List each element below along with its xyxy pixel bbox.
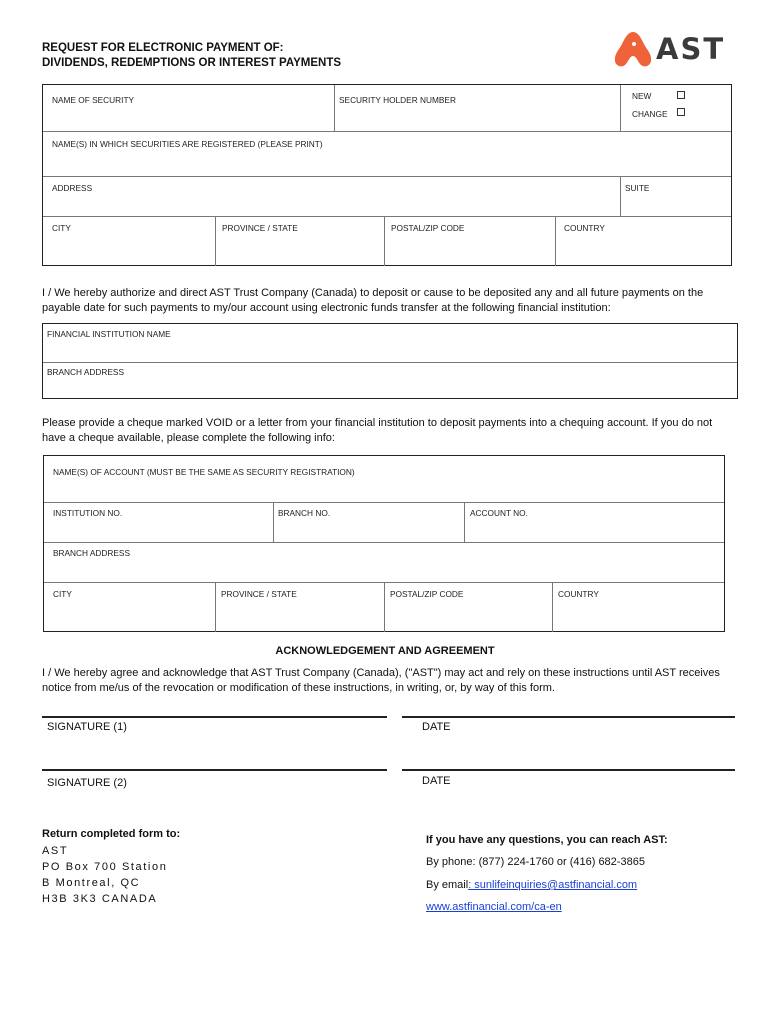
signature-1-label: SIGNATURE (1) xyxy=(47,721,127,733)
institution-no-field[interactable]: INSTITUTION NO. xyxy=(53,508,123,518)
return-address-line1: AST xyxy=(42,845,69,857)
province-field-2[interactable]: PROVINCE / STATE xyxy=(221,589,297,599)
city-field[interactable]: CITY xyxy=(52,223,71,233)
address-field[interactable]: ADDRESS xyxy=(52,183,93,193)
authorization-text: I / We hereby authorize and direct AST Trust Company (Canada) to deposit or cause to be deposited any and all future payments on the payable date for such payments to my/our account using electronic funds transfer at the following financial institution: xyxy=(42,287,704,314)
acknowledgement-heading: ACKNOWLEDGEMENT AND AGREEMENT xyxy=(275,645,495,657)
return-address xyxy=(42,843,167,907)
contact-email-link[interactable]: : sunlifeinquiries@astfinancial.com xyxy=(468,879,638,891)
financial-institution-box xyxy=(42,323,738,399)
new-checkbox[interactable] xyxy=(677,91,685,99)
signature-1-line[interactable] xyxy=(42,716,387,718)
date-1-label: DATE xyxy=(422,721,451,733)
country-field-2[interactable]: COUNTRY xyxy=(558,589,599,599)
registration-box xyxy=(42,84,732,266)
acknowledgement-text: I / We hereby agree and acknowledge that AST Trust Company (Canada), ("AST") may act and rely on these instructions until AST receives notice from me/us of the revocation or modification of these instructions, in writing, or, by way of this form. xyxy=(42,667,720,694)
contact-email-prefix: By email xyxy=(426,879,469,891)
postal-code-field-2[interactable]: POSTAL/ZIP CODE xyxy=(390,589,464,599)
change-checkbox[interactable] xyxy=(677,108,685,116)
form-title-line1: REQUEST FOR ELECTRONIC PAYMENT OF: xyxy=(42,42,284,54)
account-no-field[interactable]: ACCOUNT NO. xyxy=(470,508,528,518)
branch-no-field[interactable]: BRANCH NO. xyxy=(278,508,331,518)
contact-heading: If you have any questions, you can reach AST: xyxy=(426,834,668,846)
website-link[interactable]: www.astfinancial.com/ca-en xyxy=(426,901,562,913)
date-2-label: DATE xyxy=(422,775,451,787)
institution-name-field[interactable]: FINANCIAL INSTITUTION NAME xyxy=(47,329,171,339)
signature-2-label: SIGNATURE (2) xyxy=(47,777,127,789)
contact-email-row xyxy=(426,879,637,891)
branch-address-field-2[interactable]: BRANCH ADDRESS xyxy=(53,548,130,558)
return-address-line2: PO Box 700 Station xyxy=(42,861,168,873)
signature-2-line[interactable] xyxy=(42,769,387,771)
security-holder-number-field[interactable]: SECURITY HOLDER NUMBER xyxy=(339,95,456,105)
date-1-line[interactable] xyxy=(402,716,735,718)
city-field-2[interactable]: CITY xyxy=(53,589,72,599)
cheque-instructions-text: Please provide a cheque marked VOID or a letter from your financial institution to deposit payments into a chequing account. If you do not have a cheque available, please complete the following info: xyxy=(42,417,713,444)
ast-logo-text: AST xyxy=(656,32,726,66)
registered-names-field[interactable]: NAME(S) IN WHICH SECURITIES ARE REGISTERED (PLEASE PRINT) xyxy=(52,139,323,149)
new-label: NEW xyxy=(632,91,652,101)
change-label: CHANGE xyxy=(632,109,668,119)
province-field[interactable]: PROVINCE / STATE xyxy=(222,223,298,233)
return-heading: Return completed form to: xyxy=(42,828,181,840)
country-field[interactable]: COUNTRY xyxy=(564,223,605,233)
account-box xyxy=(43,455,725,632)
contact-phone: By phone: (877) 224-1760 or (416) 682-3865 xyxy=(426,856,645,868)
suite-field[interactable]: SUITE xyxy=(625,183,650,193)
name-of-security-field[interactable]: NAME OF SECURITY xyxy=(52,95,135,105)
ast-logo xyxy=(612,30,724,70)
return-address-line3: B Montreal, QC xyxy=(42,877,141,889)
return-address-line4: H3B 3K3 CANADA xyxy=(42,893,158,905)
ast-logo-icon xyxy=(612,30,654,70)
form-title-line2: DIVIDENDS, REDEMPTIONS OR INTEREST PAYMENTS xyxy=(42,57,342,69)
postal-code-field[interactable]: POSTAL/ZIP CODE xyxy=(391,223,465,233)
branch-address-field[interactable]: BRANCH ADDRESS xyxy=(47,367,124,377)
form-title xyxy=(42,41,341,71)
date-2-line[interactable] xyxy=(402,769,735,771)
account-names-field[interactable]: NAME(S) OF ACCOUNT (MUST BE THE SAME AS SECURITY REGISTRATION) xyxy=(53,467,355,477)
